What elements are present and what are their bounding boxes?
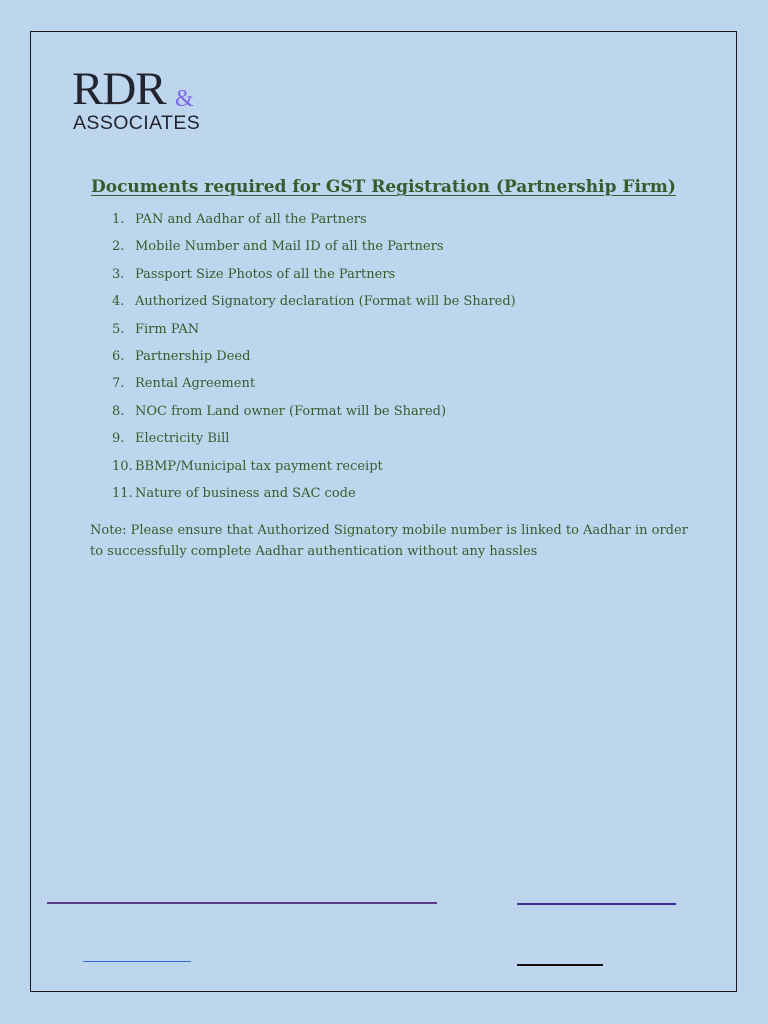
list-item-number: 8. <box>112 403 125 419</box>
list-item-text: BBMP/Municipal tax payment receipt <box>135 458 383 474</box>
signature-line-right <box>517 903 676 905</box>
footer-line-right <box>517 964 603 966</box>
list-item-number: 11. <box>112 486 133 501</box>
signature-line-left <box>47 902 437 904</box>
logo-main-text: RDR <box>72 63 166 115</box>
list-item-number: 10. <box>112 458 133 474</box>
company-logo <box>72 63 212 136</box>
document-title: Documents required for GST Registration (Partnership Firm) <box>91 177 676 197</box>
list-item-text: NOC from Land owner (Format will be Shared) <box>135 403 447 419</box>
list-item-text: PAN and Aadhar of all the Partners <box>135 212 367 227</box>
list-item-text: Rental Agreement <box>135 376 256 392</box>
note-text: Note: Please ensure that Authorized Signatory mobile number is linked to Aadhar in order to successfully complete Aadhar authentication without any hassles <box>90 523 688 559</box>
list-item-text: Partnership Deed <box>135 349 251 364</box>
list-item-text: Nature of business and SAC code <box>135 486 356 501</box>
list-item-text: Firm PAN <box>135 321 200 337</box>
logo-sub-text: ASSOCIATES <box>73 112 201 134</box>
list-item-number: 3. <box>112 266 125 282</box>
logo-ampersand: & <box>175 86 194 112</box>
list-item-number: 1. <box>112 212 125 227</box>
list-item-text: Electricity Bill <box>135 431 230 447</box>
list-item-text: Mobile Number and Mail ID of all the Partners <box>135 239 444 255</box>
list-item-number: 4. <box>112 294 125 310</box>
list-item-text: Passport Size Photos of all the Partners <box>135 266 396 282</box>
list-item-number: 9. <box>112 431 125 447</box>
list-item-number: 7. <box>112 376 125 392</box>
list-item-number: 5. <box>112 321 125 337</box>
list-item-text: Authorized Signatory declaration (Format will be Shared) <box>135 294 516 310</box>
list-item-number: 2. <box>112 239 125 255</box>
list-item-number: 6. <box>112 349 125 364</box>
footer-line-left <box>83 961 191 962</box>
